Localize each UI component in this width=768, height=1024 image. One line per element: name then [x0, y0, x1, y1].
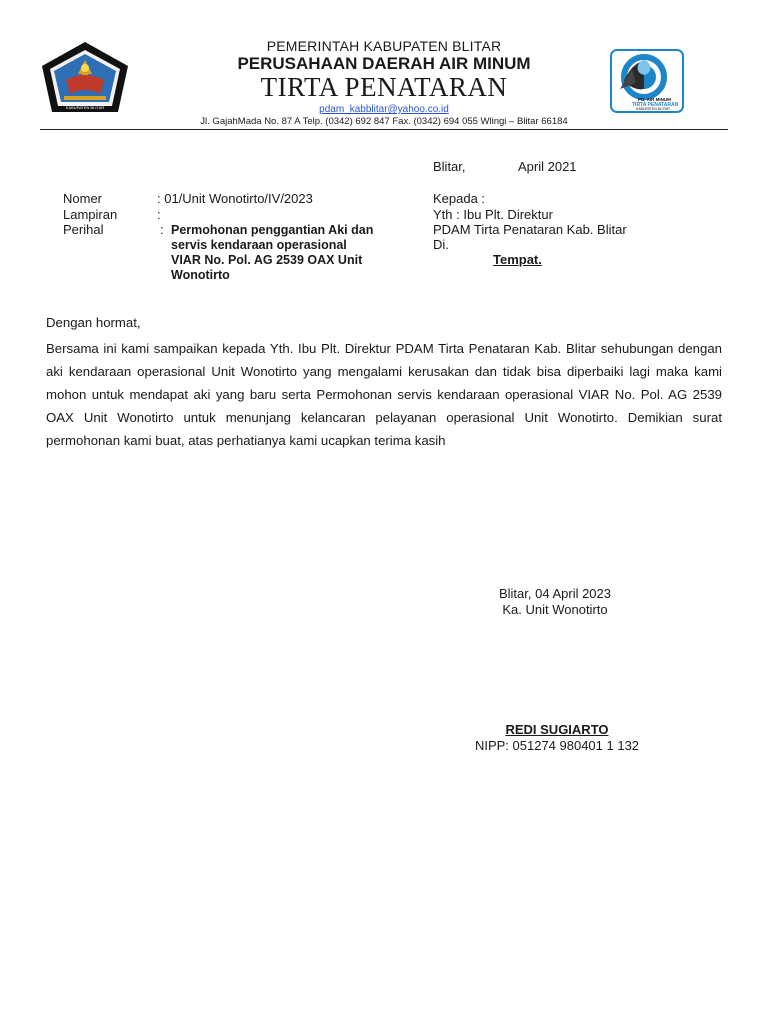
perihal-label: Perihal	[63, 222, 104, 237]
left-logo-caption: KABUPATEN BLITAR	[65, 105, 105, 110]
recipient-org: PDAM Tirta Penataran Kab. Blitar	[433, 222, 627, 237]
letterhead-company: PERUSAHAAN DAERAH AIR MINUM	[237, 54, 531, 73]
right-logo-caption-2: TIRTA PENATARAN	[632, 102, 679, 108]
greeting: Dengan hormat,	[46, 315, 141, 330]
recipient-yth: Yth : Ibu Plt. Direktur	[433, 207, 553, 222]
recipient-tempat: Tempat.	[493, 252, 542, 267]
recipient-kepada: Kepada :	[433, 191, 486, 206]
body-paragraph	[46, 337, 722, 452]
perihal-line-4: Wonotirto	[171, 268, 230, 282]
letterhead-government: PEMERINTAH KABUPATEN BLITAR	[266, 38, 502, 54]
signature-place-date: Blitar, 04 April 2023	[498, 586, 612, 601]
nomer-label: Nomer	[63, 191, 103, 206]
letterhead-address: Jl. GajahMada No. 87 A Telp. (0342) 692 847 Fax. (0342) 694 055 Wlingi – Blitar 66184	[200, 116, 568, 127]
body-paragraph-text: Bersama ini kami sampaikan kepada Yth. Ibu Plt. Direktur PDAM Tirta Penataran Kab. Blitar sehubungan dengan aki kendaraan operasional Unit Wonotirto yang mengalami kerusakan dan tidak bisa diperbaiki lagi maka kami mohon untuk mendapat aki yang baru serta Permohonan servis kendaraan operasional VIAR No. Pol. AG 2539 OAX Unit Wonotirto untuk menunjang kelancaran pelayanan operasional Unit Wonotirto. Demikian surat permohonan kami buat, atas perhatianya kami ucapkan terima kasih	[46, 341, 722, 448]
letterhead-title: TIRTA PENATARAN	[260, 72, 508, 102]
signature-nipp: NIPP: 051274 980401 1 132	[474, 738, 640, 753]
nomer-value: : 01/Unit Wonotirto/IV/2023	[157, 191, 313, 206]
signature-position: Ka. Unit Wonotirto	[502, 602, 608, 617]
perihal-line-3: VIAR No. Pol. AG 2539 OAX Unit	[171, 253, 363, 267]
right-logo-caption-1: PD. AIR MINUM	[638, 97, 671, 102]
perihal-colon: :	[160, 222, 164, 237]
date-place: Blitar,	[433, 159, 466, 174]
letterhead-divider	[40, 129, 728, 130]
perihal-line-2: servis kendaraan operasional	[171, 238, 347, 252]
signature-name: REDI SUGIARTO	[505, 722, 609, 737]
date-value: April 2021	[518, 159, 577, 174]
lampiran-value: :	[157, 207, 161, 222]
lampiran-label: Lampiran	[63, 207, 118, 222]
perihal-line-1: Permohonan penggantian Aki dan	[171, 223, 374, 237]
right-logo-caption-3: KABUPATEN BLITAR	[636, 107, 670, 111]
letterhead-email-link[interactable]: pdam_kabblitar@yahoo.co.id	[319, 104, 449, 115]
recipient-di: Di.	[433, 237, 449, 252]
